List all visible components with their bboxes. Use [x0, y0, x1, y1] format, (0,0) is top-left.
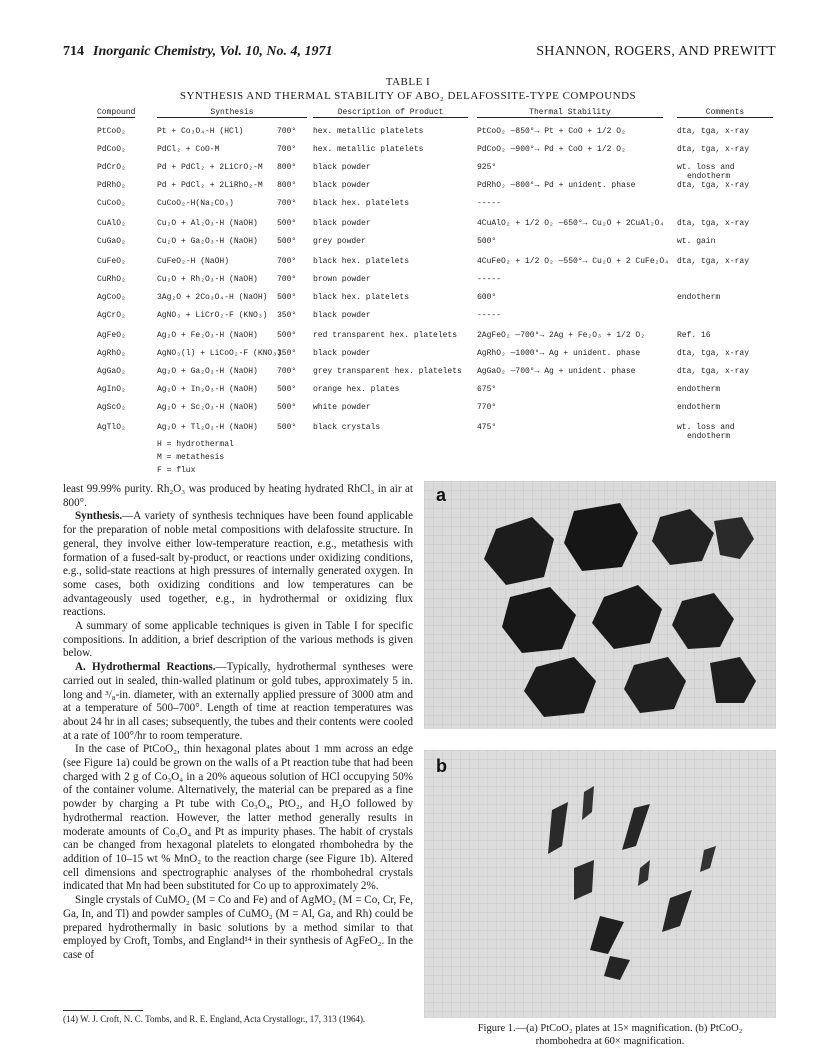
- temperature-cell: 500°: [277, 331, 297, 340]
- compound-cell: AgCrO₂: [97, 311, 126, 320]
- column-header: Thermal Stability: [529, 108, 611, 117]
- figure-caption-line: Figure 1.—(a) PtCoO₂ plates at 15× magnification. (b) PtCoO₂: [477, 1023, 743, 1034]
- paragraph: Single crystals of CuMO₂ (M = Co and Fe) and of AgMO₂ (M = Co, Cr, Fe, Ga, In, and Tl) and powder samples of CuMO₂ (M = Al, Ga, and Rh) could be prepared hydrothermally in basic solutions by a method similar to that employed by Croft, Tombs, and England¹⁴ in their synthesis of AgFeO₂. In the case of: [63, 894, 413, 961]
- compound-cell: AgCoO₂: [97, 293, 126, 302]
- figure-photo-a: [424, 481, 776, 729]
- comments-cell: endotherm: [677, 293, 721, 302]
- table-row: [0, 311, 816, 329]
- description-cell: black hex. platelets: [313, 293, 410, 302]
- thermal-stability-cell: 2AgFeO₂ —700°→ 2Ag + Fe₂O₃ + 1/2 O₂: [477, 331, 646, 340]
- temperature-cell: 350°: [277, 311, 297, 320]
- compound-cell: CuFeO₂: [97, 257, 126, 266]
- comments-cell-continued: endotherm: [687, 172, 731, 181]
- paragraph: A summary of some applicable techniques is given in Table I for specific compositions. In addition, a brief description of the various methods is given below.: [63, 620, 413, 660]
- temperature-cell: 700°: [277, 367, 297, 376]
- synthesis-cell: PdCl₂ + CoO-M: [157, 145, 220, 154]
- compound-cell: AgInO₂: [97, 385, 126, 394]
- journal-title: Inorganic Chemistry, Vol. 10, No. 4, 1971: [93, 44, 333, 59]
- comments-cell: endotherm: [677, 385, 721, 394]
- compound-cell: CuRhO₂: [97, 275, 126, 284]
- temperature-cell: 700°: [277, 127, 297, 136]
- description-cell: red transparent hex. platelets: [313, 331, 458, 340]
- compound-cell: PtCoO₂: [97, 127, 126, 136]
- thermal-stability-cell: -----: [477, 275, 502, 284]
- column-header: Description of Product: [337, 108, 444, 117]
- temperature-cell: 350°: [277, 349, 297, 358]
- figure-caption-line: rhombohedra at 60× magnification.: [535, 1036, 685, 1047]
- running-header: [63, 44, 776, 66]
- table-row: [0, 331, 816, 349]
- compound-cell: PdCrO₂: [97, 163, 126, 172]
- synthesis-cell: Pd + PdCl₂ + 2LiRhO₂-M: [157, 181, 263, 190]
- table-row: [0, 293, 816, 311]
- description-cell: hex. metallic platelets: [313, 145, 424, 154]
- synthesis-cell: Ag₂O + In₂O₃-H (NaOH): [157, 385, 258, 394]
- temperature-cell: 700°: [277, 275, 297, 284]
- temperature-cell: 800°: [277, 163, 297, 172]
- comments-cell: endotherm: [677, 403, 721, 412]
- compound-cell: PdCoO₂: [97, 145, 126, 154]
- table-row: [0, 275, 816, 293]
- column-header: Synthesis: [210, 108, 254, 117]
- table-row: [0, 199, 816, 217]
- synthesis-cell: Pt + Co₃O₄-H (HCl): [157, 127, 244, 136]
- thermal-stability-cell: 675°: [477, 385, 497, 394]
- paragraph: [63, 661, 413, 743]
- compound-cell: PdRhO₂: [97, 181, 126, 190]
- section-heading: Synthesis.: [75, 510, 123, 523]
- thermal-stability-cell: -----: [477, 311, 502, 320]
- synthesis-cell: AgNO₃ + LiCrO₂-F (KNO₃): [157, 311, 268, 320]
- paragraph-text: —A variety of synthesis techniques have been found applicable for the preparation of noble metal compositions with delafossite structure. In general, they involve either low-temperature reaction, e.g., metathesis with formation of a fused-salt by-product, or reactions under oxidizing conditions, e.g., solid-state reactions at high pressures of internally generated oxygen. In some cases, both oxidizing conditions and low temperatures can be advantageously used together, e.g., in hydrothermal or oxidizing flux reactions.: [63, 510, 413, 619]
- paragraph: In the case of PtCoO₂, thin hexagonal plates about 1 mm across an edge (see Figure 1a) could be grown on the walls of a Pt reaction tube that had been charged with 2 g of Co₃O₄ in a 20% aqueous solution of HCl occupying 50% of the container volume. Alternatively, the material can be prepared as a fine powder by charging a Pt tube with Co₃O₄, PtO₂, and H₂O followed by hydrothermal reaction. However, the latter method generally results in moderate amounts of Co₃O₄ and Pt as impurity phases. The habit of crystals can be changed from hexagonal platelets to elongated rhombohedra by the addition of 10–15 wt % MnO₂ to the reaction charge (see Figure 1b). Altered cell dimensions and spectrographic analyses of the rhombohedral crystals indicated that Mn had been substituted for Co up to approximately 2%.: [63, 743, 413, 893]
- panel-label-b: b: [436, 756, 447, 776]
- comments-cell: wt. loss and: [677, 163, 735, 172]
- temperature-cell: 500°: [277, 219, 297, 228]
- compound-cell: AgGaO₂: [97, 367, 126, 376]
- thermal-stability-cell: 600°: [477, 293, 497, 302]
- synthesis-cell: Ag₂O + Ga₂O₃-H (NaOH): [157, 367, 258, 376]
- figure-photo-b: [424, 750, 776, 1018]
- table-row: [0, 181, 816, 199]
- description-cell: grey transparent hex. platelets: [313, 367, 462, 376]
- description-cell: orange hex. plates: [313, 385, 400, 394]
- table-row: [0, 403, 816, 421]
- paragraph: [63, 510, 413, 620]
- synthesis-cell: Ag₂O + Fe₂O₃-H (NaOH): [157, 331, 258, 340]
- comments-cell: dta, tga, x-ray: [677, 367, 750, 376]
- compound-cell: CuAlO₂: [97, 219, 126, 228]
- table-caption-title: SYNTHESIS AND THERMAL STABILITY OF ABO₂ DELAFOSSITE-TYPE COMPOUNDS: [179, 90, 637, 102]
- table-caption-number: TABLE I: [385, 76, 431, 88]
- synthesis-cell: Cu₂O + Rh₂O₃-H (NaOH): [157, 275, 258, 284]
- thermal-stability-cell: PtCoO₂ —850°→ Pt + CoO + 1/2 O₂: [477, 127, 626, 136]
- comments-cell: dta, tga, x-ray: [677, 127, 750, 136]
- table-note: F = flux: [157, 466, 196, 475]
- paragraph: least 99.99% purity. Rh₂O₃ was produced by heating hydrated RhCl₃ in air at 800°.: [63, 483, 413, 509]
- column-header: Compound: [97, 108, 136, 117]
- description-cell: black powder: [313, 349, 371, 358]
- description-cell: brown powder: [313, 275, 371, 284]
- temperature-cell: 800°: [277, 181, 297, 190]
- table-row: [0, 367, 816, 385]
- description-cell: black powder: [313, 163, 371, 172]
- compound-cell: CuCoO₂: [97, 199, 126, 208]
- temperature-cell: 500°: [277, 293, 297, 302]
- temperature-cell: 500°: [277, 237, 297, 246]
- crystal-rhombohedra-image: [424, 750, 776, 1018]
- column-header: Comments: [705, 108, 745, 117]
- description-cell: black powder: [313, 181, 371, 190]
- thermal-stability-cell: 770°: [477, 403, 497, 412]
- description-cell: white powder: [313, 403, 371, 412]
- footnote-rule: [63, 1010, 143, 1011]
- comments-cell: dta, tga, x-ray: [677, 145, 750, 154]
- synthesis-cell: 3Ag₂O + 2Co₃O₄-H (NaOH): [157, 293, 268, 302]
- synthesis-cell: Cu₂O + Al₂O₃-H (NaOH): [157, 219, 258, 228]
- compound-cell: AgRhO₂: [97, 349, 126, 358]
- thermal-stability-cell: PdRhO₂ —800°→ Pd + unident. phase: [477, 181, 636, 190]
- comments-cell: wt. loss and: [677, 423, 735, 432]
- footnote: (14) W. J. Croft, N. C. Tombs, and R. E. England, Acta Crystallogr., 17, 313 (1964).: [63, 1014, 366, 1024]
- description-cell: black crystals: [313, 423, 381, 432]
- table-row: [0, 127, 816, 145]
- synthesis-cell: CuCoO₂-H(Na₂CO₃): [157, 199, 234, 208]
- description-cell: black hex. platelets: [313, 199, 410, 208]
- temperature-cell: 700°: [277, 145, 297, 154]
- paragraph-text: —Typically, hydrothermal syntheses were carried out in sealed, thin-walled platinum or gold tubes, approximately 5 in. long and ³/₈-in. diameter, with an externally applied pressure of 3000 atm and at a temperature of 500–700°. Length of time at reaction temperatures was about 24 hr in all cases; subsequently, the tubes and their contents were cooled at a rate of 100°/hr to room temperature.: [63, 661, 413, 742]
- thermal-stability-cell: AgGaO₂ —700°→ Ag + unident. phase: [477, 367, 636, 376]
- description-cell: hex. metallic platelets: [313, 127, 424, 136]
- synthesis-cell: Ag₂O + Tl₂O₃-H (NaOH): [157, 423, 258, 432]
- temperature-cell: 500°: [277, 385, 297, 394]
- table-row: [0, 257, 816, 275]
- thermal-stability-cell: -----: [477, 199, 502, 208]
- crystal-plates-image: [424, 481, 776, 729]
- comments-cell-continued: endotherm: [687, 432, 731, 441]
- panel-label-a: a: [436, 485, 447, 505]
- compound-cell: AgScO₂: [97, 403, 126, 412]
- synthesis-cell: Ag₂O + Sc₂O₃-H (NaOH): [157, 403, 258, 412]
- table-row: [0, 145, 816, 163]
- compound-cell: AgTlO₂: [97, 423, 126, 432]
- thermal-stability-cell: 500°: [477, 237, 497, 246]
- synthesis-cell: Cu₂O + Ga₂O₃-H (NaOH): [157, 237, 258, 246]
- synthesis-cell: CuFeO₂-H (NaOH): [157, 257, 230, 266]
- synthesis-cell: AgNO₃(l) + LiCoO₂-F (KNO₃): [157, 349, 282, 358]
- running-authors: SHANNON, ROGERS, AND PREWITT: [536, 44, 776, 59]
- temperature-cell: 500°: [277, 423, 297, 432]
- temperature-cell: 500°: [277, 403, 297, 412]
- comments-cell: wt. gain: [677, 237, 716, 246]
- comments-cell: dta, tga, x-ray: [677, 257, 750, 266]
- table-note: H = hydrothermal: [157, 440, 234, 449]
- table-header: [0, 108, 816, 122]
- thermal-stability-cell: 4CuAlO₂ + 1/2 O₂ —650°→ Cu₂O + 2CuAl₂O₄: [477, 219, 665, 228]
- table-note: M = metathesis: [157, 453, 225, 462]
- table-row: [0, 219, 816, 237]
- temperature-cell: 700°: [277, 199, 297, 208]
- comments-cell: dta, tga, x-ray: [677, 219, 750, 228]
- synthesis-cell: Pd + PdCl₂ + 2LiCrO₂-M: [157, 163, 263, 172]
- table-row: [0, 385, 816, 403]
- figure-caption: [430, 1022, 790, 1048]
- description-cell: black powder: [313, 311, 371, 320]
- description-cell: black hex. platelets: [313, 257, 410, 266]
- thermal-stability-cell: PdCoO₂ —900°→ Pd + CoO + 1/2 O₂: [477, 145, 626, 154]
- comments-cell: Ref. 16: [677, 331, 711, 340]
- page-number: 714: [63, 44, 84, 59]
- thermal-stability-cell: AgRhO₂ —1000°→ Ag + unident. phase: [477, 349, 641, 358]
- description-cell: grey powder: [313, 237, 366, 246]
- compound-cell: AgFeO₂: [97, 331, 126, 340]
- thermal-stability-cell: 925°: [477, 163, 497, 172]
- section-heading: A. Hydrothermal Reactions.: [75, 661, 216, 674]
- comments-cell: dta, tga, x-ray: [677, 349, 750, 358]
- thermal-stability-cell: 4CuFeO₂ + 1/2 O₂ —550°→ Cu₂O + 2 CuFe₂O₄: [477, 257, 670, 266]
- temperature-cell: 700°: [277, 257, 297, 266]
- description-cell: black powder: [313, 219, 371, 228]
- table-row: [0, 349, 816, 367]
- compound-cell: CuGaO₂: [97, 237, 126, 246]
- thermal-stability-cell: 475°: [477, 423, 497, 432]
- comments-cell: dta, tga, x-ray: [677, 181, 750, 190]
- body-column: [63, 483, 413, 963]
- table-row: [0, 237, 816, 255]
